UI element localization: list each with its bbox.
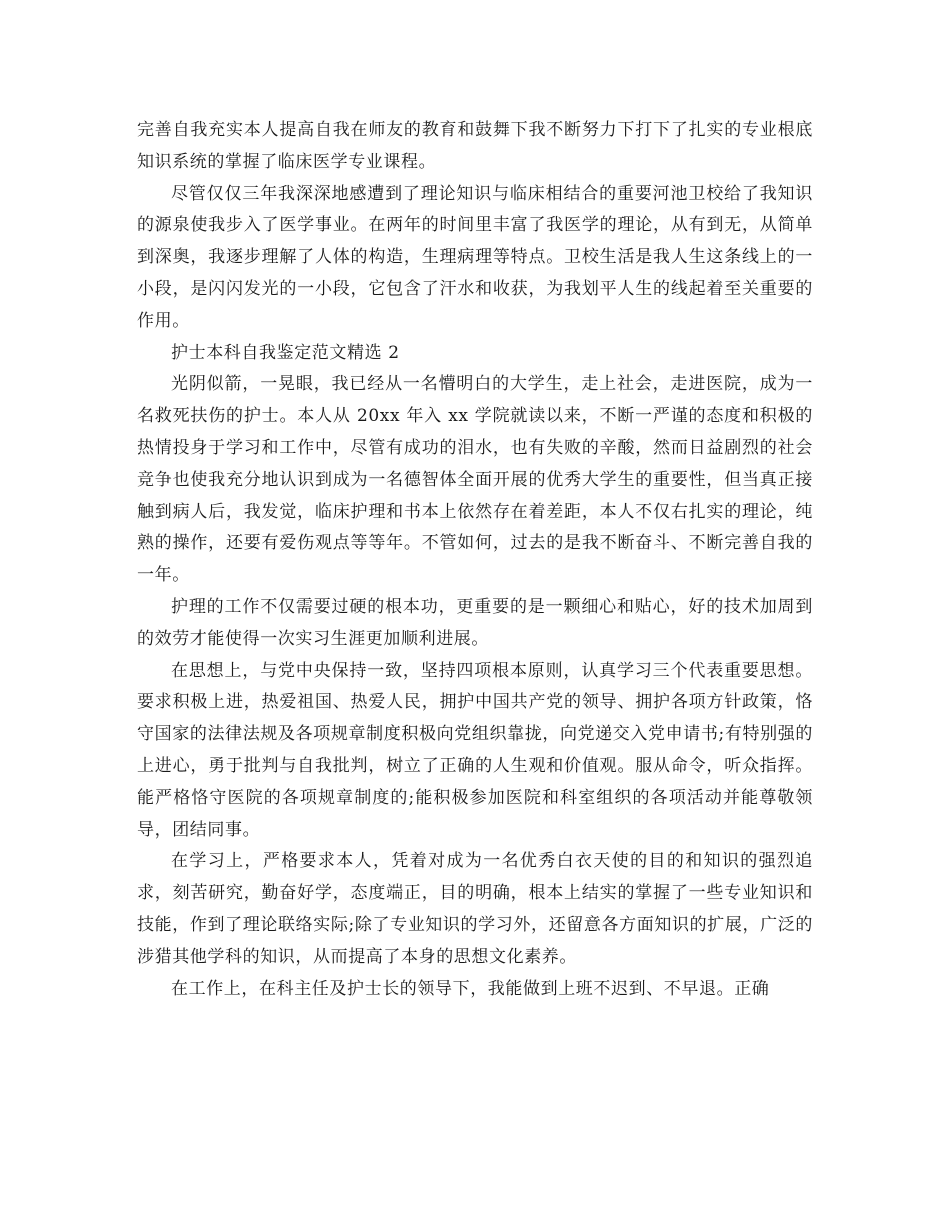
paragraph-1: 完善自我充实本人提高自我在师友的教育和鼓舞下我不断努力下打下了扎实的专业根底知识系统的掌握了临床医学专业课程。 bbox=[137, 120, 813, 172]
paragraph-7: 在工作上，在科主任及护士长的领导下，我能做到上班不迟到、不早退。正确 bbox=[171, 978, 770, 999]
paragraph-2: 尽管仅仅三年我深深地感遭到了理论知识与临床相结合的重要河池卫校给了我知识的源泉使我步入了医学事业。在两年的时间里丰富了我医学的理论，从有到无，从简单到深奥，我逐步理解了人体的构造，生理病理等特点。卫校生活是我人生这条线上的一小段，是闪闪发光的一小段，它包含了汗水和收获，为我划平人生的线起着至关重要的作用。 bbox=[137, 183, 813, 331]
paragraph-4: 护理的工作不仅需要过硬的根本功，更重要的是一颗细心和贴心，好的技术加周到的效劳才能使得一次实习生涯更加顺利进展。 bbox=[137, 596, 813, 649]
document-body bbox=[137, 115, 813, 1005]
paragraph-6: 在学习上，严格要求本人，凭着对成为一名优秀白衣天使的目的和知识的强烈追求，刻苦研究，勤奋好学，态度端正，目的明确，根本上结实的掌握了一些专业知识和技能，作到了理论联络实际;除了专业知识的学习外，还留意各方面知识的扩展，广泛的涉猎其他学科的知识，从而提高了本身的思想文化素养。 bbox=[137, 851, 813, 967]
paragraph-5: 在思想上，与党中央保持一致，坚持四项根本原则，认真学习三个代表重要思想。要求积极上进，热爱祖国、热爱人民，拥护中国共产党的领导、拥护各项方针政策，恪守国家的法律法规及各项规章制度积极向党组织靠拢，向党递交入党申请书;有特别强的上进心，勇于批判与自我批判，树立了正确的人生观和价值观。服从命令，听众指挥。能严格恪守医院的各项规章制度的;能积极参加医院和科室组织的各项活动并能尊敬领导，团结同事。 bbox=[137, 660, 813, 840]
paragraph-3: 光阴似箭，一晃眼，我已经从一名懵明白的大学生，走上社会，走进医院，成为一名救死扶伤的护士。本人从 20xx 年入 xx 学院就读以来，不断一严谨的态度和积极的热情投身于学习和工作中，尽管有成功的泪水，也有失败的辛酸，然而日益剧烈的社会竞争也使我充分地认识到成为一名德智体全面开展的优秀大学生的重要性，但当真正接触到病人后，我发觉，临床护理和书本上依然存在着差距，本人不仅右扎实的理论，纯熟的操作，还要有爱伤观点等等年。不管如何，过去的是我不断奋斗、不断完善自我的一年。 bbox=[137, 374, 813, 586]
section-heading: 护士本科自我鉴定范文精选 2 bbox=[171, 342, 400, 363]
